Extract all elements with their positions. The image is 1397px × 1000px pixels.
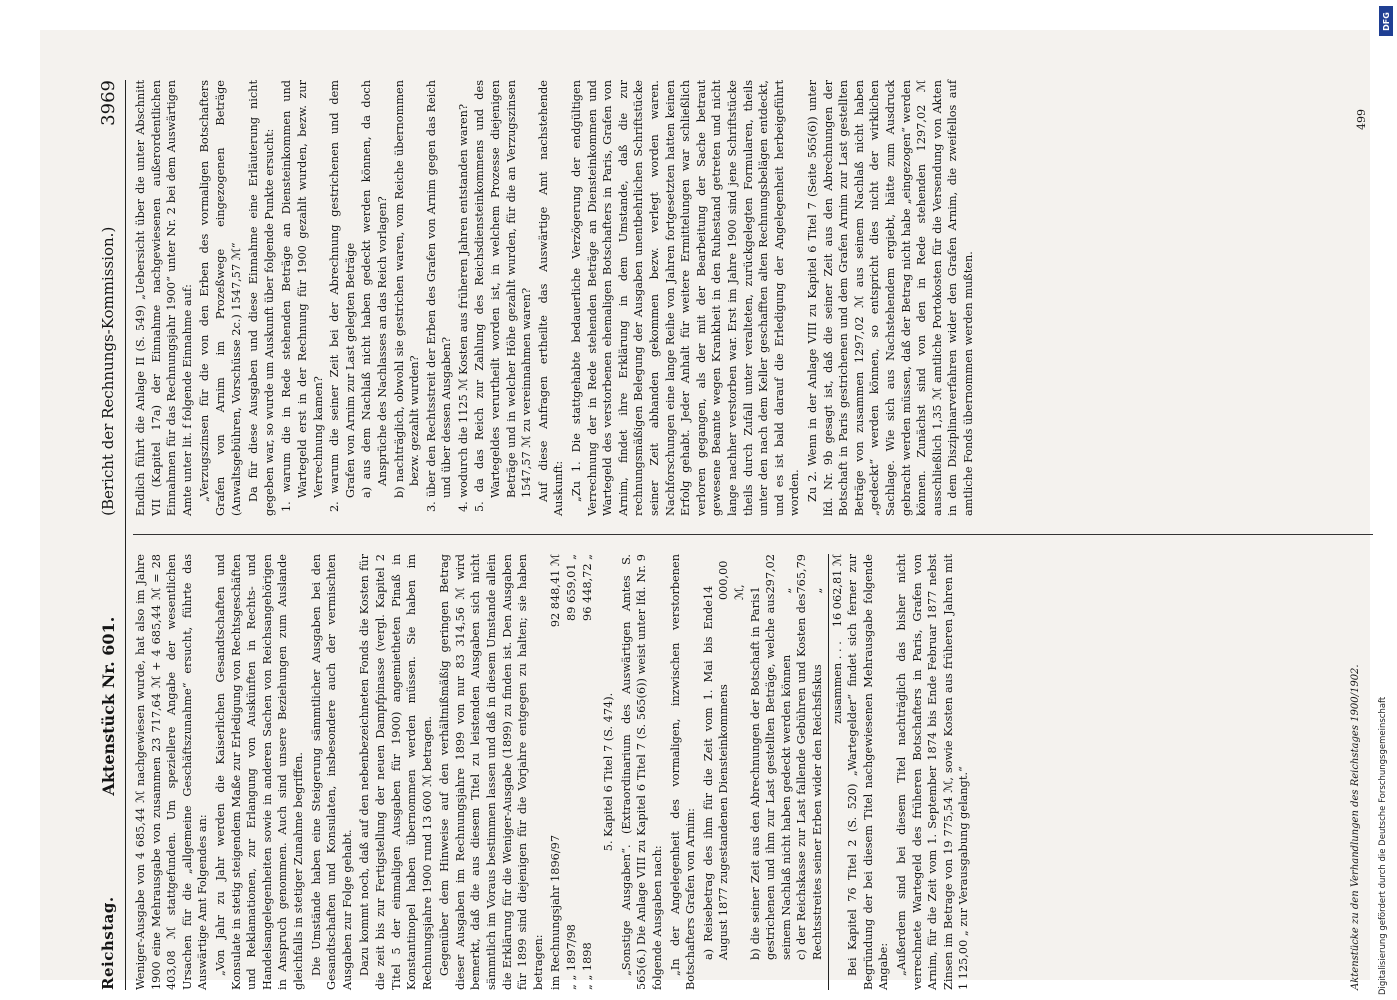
section-heading: 5. Kapitel 6 Titel 7 (S. 474). xyxy=(602,692,616,852)
paragraph: Die Umstände haben eine Steigerung sämmtlicher Ausgaben bei den Gesandtschaften und Konsulaten, insbesondere auch der vermischten Ausgaben zur Folge gehabt. xyxy=(309,554,354,990)
row-label: im Rechnungsjahr 1896/97 xyxy=(549,834,563,990)
paragraph: „Außerdem sind bei diesem Titel nachträglich das bisher nicht verrechnete Wartegeld des früheren Botschafters in Paris, Grafen von Arnim, für die Zeit vom 1. September 1874 bis Ende Februar 1877 nebst Zinsen im Betrage von 19 775,54 ℳ, sowie Kosten aus früheren Jahren mit 1 125,00 „ zur Verausgabung gelangt.“ xyxy=(894,554,971,990)
item-text: a) Reisebetrag des ihm für die Zeit vom 1. Mai bis Ende August 1877 zugestandenen Diensteinkommens xyxy=(701,600,731,960)
footer-page-number: 499 xyxy=(1355,109,1368,130)
paragraph: „Von Jahr zu Jahr werden die Kaiserlichen Gesandtschaften und Konsulate in stetig steigendem Maße zur Erledigung von Rechtsgeschäften und Reklamationen, zur Erlangung von Auskünften in Rechts- und Handelsangelegenheiten sowie in anderen Sachen von Reichsangehörigen in Anspruch genommen. Auch sind unsere Beziehungen zum Auslande gleichfalls in stetiger Zunahme begriffen. xyxy=(213,554,305,990)
item-text: b) die seiner Zeit aus den Abrechnungen der Botschaft in Paris gestrichenen und ihm zur Last gestellten Beträge, welche aus seinem Nachlaß nicht haben gedeckt werden können xyxy=(748,593,793,960)
row-label: „ „ 1897/98 xyxy=(565,924,579,990)
paragraph: Endlich führt die Anlage II (S. 549) „Uebersicht über die unter Abschnitt VII (Kapitel 17a) der Einnahme nachgewiesenen außerordentlichen Einnahmen für das Rechnungsjahr 1900“ unter Nr. 2 bei dem Auswärtigen Amte unter lit. f folgende Einnahme auf: xyxy=(134,80,194,516)
list-item xyxy=(748,554,795,990)
row-label: „ „ 1898 xyxy=(580,942,594,990)
left-column xyxy=(133,554,974,990)
paragraph: Bei Kapitel 76 Titel 2 (S. 520) „Wartegelder“ findet sich ferner zur Begründung der bei diesem Titel nachgewiesenen Mehrausgabe folgende Angabe: xyxy=(846,554,891,990)
list-item: 5. da das Reich zur Zahlung des Reichsdiensteinkommens und des Wartegeldes verurtheilt worden ist, in welchem Prozesse diejenigen Beträge und in welcher Höhe gezahlt wurden, für die an Verzugszinsen 1547,57 ℳ zu vereinnahmen waren? xyxy=(473,80,534,512)
list-item: 4. wodurch die 1125 ℳ Kosten aus früheren Jahren entstanden waren? xyxy=(456,103,470,512)
running-header xyxy=(95,80,121,990)
row-value: 96 448,72 „ xyxy=(580,554,594,621)
item-value: 1 297,02 „ xyxy=(748,554,793,594)
page-footer: Aktenstücke zu den Verhandlungen des Reichstages 1900/1902. xyxy=(1350,664,1361,990)
side-credit xyxy=(1378,5,1394,995)
item-text: c) der Reichskasse zur Last fallende Gebühren und Kosten des Rechtsstreites seiner Erben wider den Reichsfiskus xyxy=(795,593,824,960)
paragraph: Gegenüber dem Hinweise auf den verhältnißmäßig geringen Betrag dieser Ausgaben im Rechnungsjahre 1899 von nur 83 314,56 ℳ wird bemerkt, daß die aus diesem Titel zu leistenden Ausgaben sich nicht sämmtlich im Voraus bestimmen lassen und daß in diesem Umstande allein die Erklärung für die Weniger-Ausgabe (1899) zu finden ist. Den Ausgaben für 1899 sind diejenigen für die Vorjahre entgegen zu halten; sie haben betragen: xyxy=(438,554,545,990)
total-value: 16 062,81 ℳ xyxy=(830,554,844,628)
right-column xyxy=(133,80,978,516)
row-value: 92 848,41 ℳ xyxy=(549,554,563,628)
total-row xyxy=(828,554,846,990)
row-value: 89 659,01 „ xyxy=(565,554,579,621)
list-item: 3. über den Rechtsstreit der Erben des Grafen von Arnim gegen das Reich und über dessen Ausgaben? xyxy=(424,80,454,512)
paragraph: Da für diese Ausgaben und diese Einnahme eine Erläuterung nicht gegeben war, so wurde um Auskunft über folgende Punkte ersucht: xyxy=(247,80,276,516)
total-label: zusammen . . . xyxy=(830,641,844,724)
header-page-number: 3969 xyxy=(97,80,119,126)
document-page xyxy=(95,80,1395,990)
paragraph: Weniger-Ausgabe von 4 685,44 ℳ nachgewiesen wurde, hat also im Jahre 1900 eine Mehrausgabe von zusammen 23 717,64 ℳ + 4 685,44 ℳ = 28 403,08 ℳ stattgefunden. Um speziellere Angabe der wesentlichen Ursachen für die „allgemeine Geschäftszunahme“ ersucht, führte das Auswärtige Amt Folgendes an: xyxy=(134,554,210,990)
column-divider xyxy=(133,534,1373,535)
header-left: Reichstag. xyxy=(99,896,117,990)
scanned-page xyxy=(40,30,1370,990)
dfg-logo-text: DFG xyxy=(1381,11,1391,31)
list-item: 1. warum die in Rede stehenden Beträge an Diensteinkommen und Wartegeld erst in der Rechnung für 1900 gezahlt wurden, bezw. zur Verrechnung kamen? xyxy=(280,80,325,512)
table-row xyxy=(580,554,596,990)
paragraph: „Verzugszinsen für die von den Erben des vormaligen Botschafters Grafen von Arnim im Prozeßwege eingezogenen Beträge (Anwaltsgebühren, Vorschüsse 2c.) 1547,57 ℳ“ xyxy=(198,80,243,516)
list-item: 2. warum die seiner Zeit bei der Abrechnung gestrichenen und dem Grafen von Arnim zur Last gelegten Beträge xyxy=(328,80,357,512)
side-credit-text: Digitalisierung gefördert durch die Deutsche Forschungsgemeinschaft xyxy=(1378,696,1388,995)
list-item xyxy=(794,554,825,990)
list-item xyxy=(701,554,748,990)
table-row xyxy=(548,554,564,990)
item-value: 14 000,00 ℳ, xyxy=(701,560,746,601)
table-row xyxy=(564,554,580,990)
paragraph: Auf diese Anfragen ertheilte das Auswärtige Amt nachstehende Auskunft: xyxy=(536,80,566,516)
paragraph: Zu 2. Wenn in der Anlage VIII zu Kapitel 6 Titel 7 (Seite 565(6)) unter lfd. Nr. 9b gesagt ist, daß die seiner Zeit aus den Abrechnungen der Botschaft in Paris gestrichenen und dem Grafen Arnim zur Last gestellten Beträge von zusammen 1297,02 ℳ aus seinem Nachlaß nicht haben „gedeckt“ werden können, so entspricht dies nicht der wirklichen Sachlage. Wie sich aus Nachstehendem ergiebt, hätte zum Ausdruck gebracht werden müssen, daß der Betrag nicht habe „eingezogen“ werden können. Zunächst sind von den in Rede stehenden 1297,02 ℳ ausschließlich 1,35 ℳ amtliche Portokosten für die Versendung von Akten in dem Disziplinarverfahren wider den Grafen Arnim, die zweifellos auf amtliche Fonds übernommen werden mußten. xyxy=(805,80,975,516)
header-center: Aktenstück Nr. 601. xyxy=(98,616,118,796)
header-right: (Bericht der Rechnungs-Kommission.) xyxy=(99,226,117,516)
header-rule xyxy=(125,80,126,990)
paragraph: „Sonstige Ausgaben“. (Extraordinarium des Auswärtigen Amtes S. 565(6.) Die Anlage VIII zu Kapitel 6 Titel 7 (S. 565(6)) weist unter lfd. Nr. 9 folgende Ausgaben nach: xyxy=(619,554,664,990)
paragraph: „Zu 1. Die stattgehabte bedauerliche Verzögerung der endgültigen Verrechnung der in Rede stehenden Beträge an Diensteinkommen und Wartegeld des verstorbenen ehemaligen Botschafters in Paris, Grafen von Arnim, findet ihre Erklärung in dem Umstande, daß die zur rechnungsmäßigen Belegung der Ausgaben unentbehrlichen Schriftstücke seiner Zeit abhanden gekommen bezw. verlegt worden waren. Nachforschungen eine lange Reihe von Jahren fortgesetzten hatten keinen Erfolg gehabt. Jeder Anhalt für weitere Ermittelungen war schließlich verloren gegangen, als der mit der Bearbeitung der Sache betraut gewesene Beamte wegen Krankheit in den Ruhestand getreten und nicht lange nachher verstorben war. Erst im Jahre 1900 sind jene Schriftstücke theils durch Zufall unter veralteten, zurückgelegten Formularen, theils unter den nach dem Keller geschafften alten Rechnungsbelägen entdeckt, und es ist bald darauf die Erledigung der Angelegenheit herbeigeführt worden. xyxy=(570,80,802,516)
list-item: a) aus dem Nachlaß nicht haben gedeckt werden können, da doch Ansprüche des Nachlasses an das Reich vorlagen? xyxy=(360,80,389,498)
paragraph: „In der Angelegenheit des vormaligen, inzwischen verstorbenen Botschafters Grafen von Arnim: xyxy=(668,554,698,990)
paragraph: Dazu kommt noch, daß auf den nebenbezeichneten Fonds die Kosten für die zeit bis zur Fertigstellung der neuen Dampfpinasse (vergl. Kapitel 2 Titel 5 der einmaligen Ausgaben für 1900) angemietheten Pinaß in Konstantinopel haben übernommen werden müssen. Sie haben im Rechnungsjahre 1900 rund 13 600 ℳ betragen. xyxy=(358,554,434,990)
item-value: 765,79 „ xyxy=(795,554,824,594)
list-item: b) nachträglich, obwohl sie gestrichen waren, vom Reiche übernommen bezw. gezahlt wurden? xyxy=(392,80,422,498)
